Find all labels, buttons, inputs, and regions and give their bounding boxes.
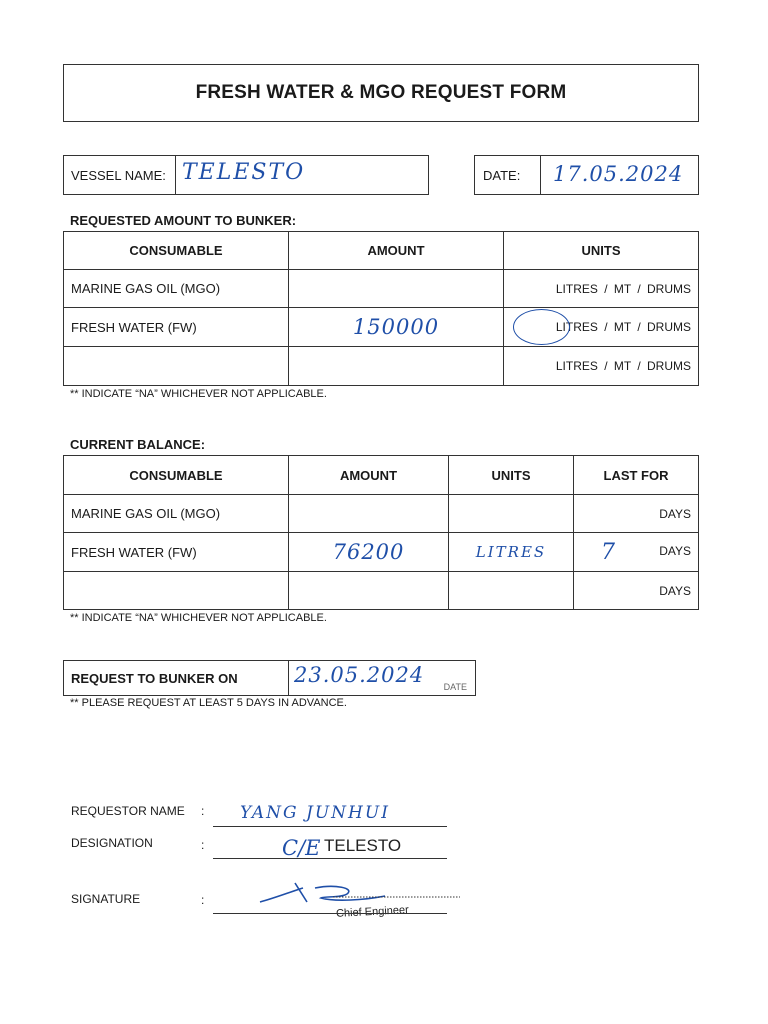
balance-consumable: FRESH WATER (FW) [64, 533, 289, 572]
balance-units[interactable] [449, 495, 574, 533]
requested-units[interactable]: LITRES / MT / DRUMS [504, 347, 699, 386]
requestor-name-label: REQUESTOR NAME [71, 804, 185, 818]
signature-stamp: Chief Engineer [335, 904, 410, 920]
bunker-on-note: ** PLEASE REQUEST AT LEAST 5 DAYS IN ADVANCE. [70, 697, 347, 709]
table-row [64, 572, 699, 610]
table-row [64, 308, 699, 347]
balance-header-consumable: CONSUMABLE [64, 456, 289, 495]
requestor-name-line [213, 826, 447, 827]
bunker-on-value[interactable]: 23.05.2024 [294, 663, 425, 687]
bunker-on-field [63, 660, 476, 696]
balance-heading: CURRENT BALANCE: [70, 437, 206, 452]
designation-handwritten-value[interactable]: C/E [282, 836, 321, 860]
requestor-name-value[interactable]: YANG JUNHUI [240, 803, 390, 823]
vessel-name-label: VESSEL NAME: [71, 167, 166, 183]
requested-heading: REQUESTED AMOUNT TO BUNKER: [70, 213, 297, 228]
requested-table [63, 231, 699, 386]
signature-colon: : [201, 893, 205, 907]
table-row [64, 270, 699, 308]
balance-days-label: DAYS [659, 543, 691, 558]
designation-stamp-value: TELESTO [324, 836, 402, 855]
balance-amount[interactable] [289, 533, 449, 572]
designation-line [213, 858, 447, 859]
balance-last-for[interactable] [574, 572, 699, 610]
table-row [64, 495, 699, 533]
balance-consumable: MARINE GAS OIL (MGO) [64, 495, 289, 533]
table-row [64, 533, 699, 572]
date-field [474, 155, 699, 195]
requested-header-consumable: CONSUMABLE [64, 232, 289, 270]
bunker-on-date-caption: DATE [443, 682, 467, 692]
balance-units[interactable] [449, 572, 574, 610]
form-title: FRESH WATER & MGO REQUEST FORM [195, 82, 567, 103]
balance-last-for[interactable] [574, 495, 699, 533]
vessel-name-value[interactable]: TELESTO [182, 160, 306, 185]
balance-header-last-for: LAST FOR [574, 456, 699, 495]
form-title-box [63, 64, 699, 122]
requested-note: ** INDICATE “NA” WHICHEVER NOT APPLICABLE. [70, 388, 327, 400]
table-row [64, 347, 699, 386]
requested-amount[interactable] [289, 308, 504, 347]
balance-header-amount: AMOUNT [289, 456, 449, 495]
balance-note: ** INDICATE “NA” WHICHEVER NOT APPLICABLE. [70, 612, 327, 624]
date-label: DATE: [483, 167, 521, 183]
balance-amount[interactable] [289, 495, 449, 533]
signature-scribble [255, 880, 465, 910]
designation-label: DESIGNATION [71, 836, 153, 850]
balance-last-for[interactable] [574, 533, 699, 572]
balance-table [63, 455, 699, 610]
requested-header-amount: AMOUNT [289, 232, 504, 270]
requested-units[interactable]: LITRES / MT / DRUMS [504, 308, 699, 347]
balance-days-label: DAYS [659, 583, 691, 598]
requested-header-units: UNITS [504, 232, 699, 270]
requested-consumable [64, 347, 289, 386]
vessel-name-field [63, 155, 429, 195]
date-value[interactable]: 17.05.2024 [553, 162, 684, 186]
requested-units[interactable]: LITRES / MT / DRUMS [504, 270, 699, 308]
requested-amount[interactable] [289, 347, 504, 386]
bunker-on-label: REQUEST TO BUNKER ON [71, 670, 238, 686]
signature-label: SIGNATURE [71, 892, 141, 906]
balance-consumable [64, 572, 289, 610]
balance-amount-value: 76200 [332, 540, 405, 564]
signature-line [213, 913, 447, 914]
requested-amount-value: 150000 [352, 315, 440, 339]
litres-selection-circle [513, 309, 570, 345]
requested-consumable: MARINE GAS OIL (MGO) [64, 270, 289, 308]
balance-units[interactable] [449, 533, 574, 572]
balance-last-for-value: 7 [601, 539, 615, 565]
balance-units-value: LITRES [475, 543, 547, 561]
requested-consumable: FRESH WATER (FW) [64, 308, 289, 347]
balance-header-units: UNITS [449, 456, 574, 495]
balance-days-label: DAYS [659, 506, 691, 521]
requestor-name-colon: : [201, 804, 205, 818]
designation-colon: : [201, 838, 205, 852]
requested-amount[interactable] [289, 270, 504, 308]
balance-amount[interactable] [289, 572, 449, 610]
